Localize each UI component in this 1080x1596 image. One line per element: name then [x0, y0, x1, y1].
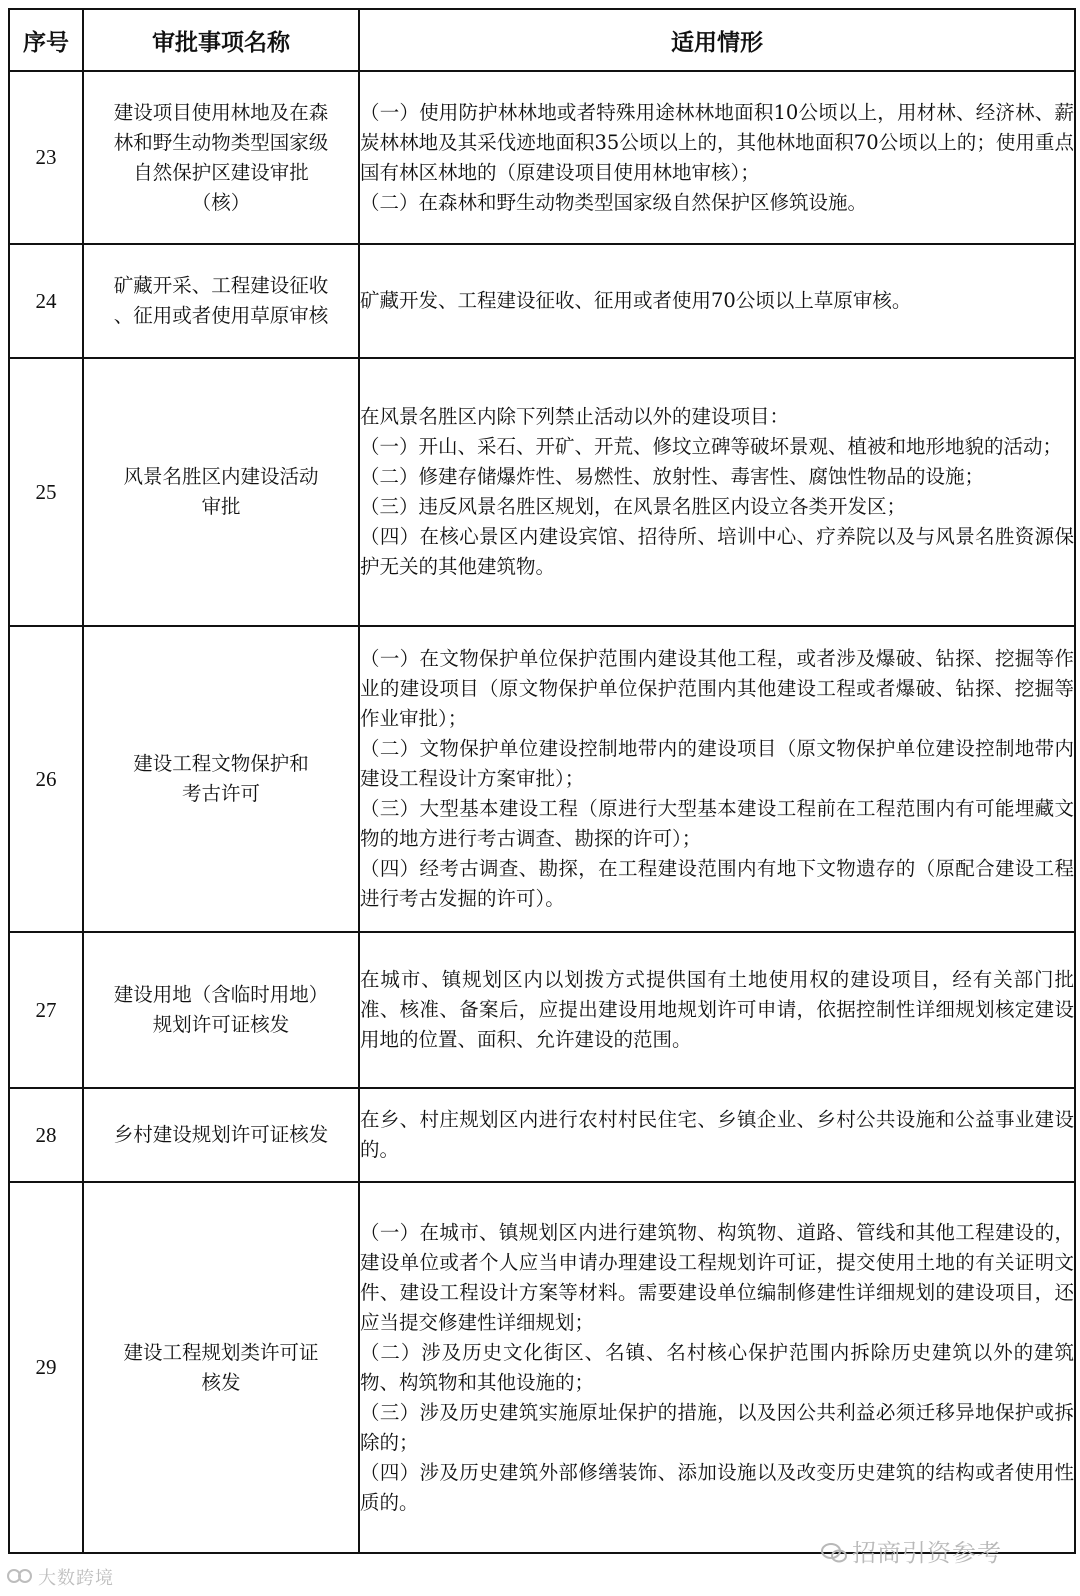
condition-item: （一）在文物保护单位保护范围内建设其他工程，或者涉及爆破、钻探、挖掘等作业的建设项目（原文物保护单位保护范围内其他建设工程或者爆破、钻探、挖掘等作业审批）；: [360, 647, 1074, 730]
row-number: 28: [9, 1088, 83, 1182]
item-name-line: 乡村建设规划许可证核发: [113, 1123, 329, 1146]
watermark-left-text: 大数跨境: [38, 1568, 114, 1589]
condition-item: （三）大型基本建设工程（原进行大型基本建设工程前在工程范围内有可能埋藏文物的地方进行考古调查、勘探的许可）；: [360, 797, 1074, 850]
item-name-line: （核）: [191, 190, 251, 214]
item-name-line: 规划许可证核发: [152, 1013, 290, 1036]
applicable-conditions: [359, 1182, 1075, 1553]
item-name-line: 风景名胜区内建设活动: [123, 465, 319, 488]
table-row: [9, 71, 1075, 244]
item-name-line: 自然保护区建设审批: [133, 160, 309, 184]
logo-icon: [6, 1565, 34, 1587]
condition-item: （二）文物保护单位建设控制地带内的建设项目（原文物保护单位建设控制地带内建设工程设计方案审批）；: [360, 737, 1074, 790]
header-num: 序号: [9, 9, 83, 71]
item-name: [83, 244, 359, 358]
condition-item: 矿藏开发、工程建设征收、征用或者使用70公顷以上草原审核。: [360, 289, 912, 312]
item-name: [83, 71, 359, 244]
condition-item: （二）在森林和野生动物类型国家级自然保护区修筑设施。: [360, 190, 868, 214]
condition-item: （一）在城市、镇规划区内进行建筑物、构筑物、道路、管线和其他工程建设的，建设单位或者个人应当申请办理建设工程规划许可证，提交使用土地的有关证明文件、建设工程设计方案等材料。需要建设单位编制修建性详细规划的建设项目，还应当提交修建性详细规划；: [360, 1220, 1074, 1334]
watermark-left: [6, 1564, 114, 1590]
row-number: 25: [9, 358, 83, 626]
table-row: [9, 1182, 1075, 1553]
applicable-conditions: [359, 244, 1075, 358]
item-name-line: 、征用或者使用草原审核: [113, 304, 329, 327]
applicable-conditions: [359, 71, 1075, 244]
item-name-line: 核发: [201, 1370, 241, 1394]
table-row: [9, 1088, 1075, 1182]
item-name-line: 建设工程规划类许可证: [123, 1340, 319, 1364]
condition-item: 在城市、镇规划区内以划拨方式提供国有土地使用权的建设项目，经有关部门批准、核准、备案后，应提出建设用地规划许可申请，依据控制性详细规划核定建设用地的位置、面积、允许建设的范围。: [360, 968, 1074, 1051]
header-row: [9, 9, 1075, 71]
item-name-line: 建设项目使用林地及在森: [113, 100, 329, 124]
item-name-line: 林和野生动物类型国家级: [113, 130, 329, 154]
table-row: [9, 626, 1075, 932]
applicable-conditions: [359, 932, 1075, 1088]
watermark-right-text: 招商引资参考: [852, 1539, 1002, 1567]
table-row: [9, 358, 1075, 626]
row-number: 27: [9, 932, 83, 1088]
item-name: [83, 1182, 359, 1553]
item-name: [83, 932, 359, 1088]
item-name-line: 建设工程文物保护和: [133, 752, 309, 775]
condition-item: 在风景名胜区内除下列禁止活动以外的建设项目：: [360, 405, 790, 428]
applicable-conditions: [359, 1088, 1075, 1182]
row-number: 23: [9, 71, 83, 244]
table-row: [9, 932, 1075, 1088]
item-name: [83, 1088, 359, 1182]
applicable-conditions: [359, 358, 1075, 626]
item-name: [83, 358, 359, 626]
row-number: 24: [9, 244, 83, 358]
table-row: [9, 244, 1075, 358]
item-name-line: 审批: [201, 495, 241, 518]
item-name: [83, 626, 359, 932]
condition-item: （四）在核心景区内建设宾馆、招待所、培训中心、疗养院以及与风景名胜资源保护无关的其他建筑物。: [360, 525, 1074, 578]
condition-item: （二）涉及历史文化街区、名镇、名村核心保护范围内拆除历史建筑以外的建筑物、构筑物和其他设施的；: [360, 1340, 1074, 1394]
condition-item: （一）开山、采石、开矿、开荒、修坟立碑等破坏景观、植被和地形地貌的活动；: [360, 435, 1063, 458]
applicable-conditions: [359, 626, 1075, 932]
header-cond: 适用情形: [359, 9, 1075, 71]
condition-item: （四）经考古调查、勘探，在工程建设范围内有地下文物遗存的（原配合建设工程进行考古发掘的许可）。: [360, 857, 1074, 910]
item-name-line: 建设用地（含临时用地）: [113, 983, 329, 1006]
condition-item: （一）使用防护林林地或者特殊用途林林地面积10公顷以上，用材林、经济林、薪炭林林地及其采伐迹地面积35公顷以上的，其他林地面积70公顷以上的；使用重点国有林区林地的（原建设项目使用林地审核）；: [360, 100, 1074, 184]
condition-item: （二）修建存储爆炸性、易燃性、放射性、毒害性、腐蚀性物品的设施；: [360, 465, 985, 488]
condition-item: 在乡、村庄规划区内进行农村村民住宅、乡镇企业、乡村公共设施和公益事业建设的。: [360, 1108, 1074, 1161]
row-number: 29: [9, 1182, 83, 1553]
header-name: 审批事项名称: [83, 9, 359, 71]
row-number: 26: [9, 626, 83, 932]
approval-table: [8, 8, 1076, 1554]
condition-item: （三）涉及历史建筑实施原址保护的措施，以及因公共利益必须迁移异地保护或拆除的；: [360, 1400, 1074, 1454]
wechat-icon: [820, 1542, 848, 1564]
item-name-line: 矿藏开采、工程建设征收: [113, 274, 329, 297]
watermark-right: [820, 1533, 1002, 1568]
condition-item: （三）违反风景名胜区规划，在风景名胜区内设立各类开发区；: [360, 495, 907, 518]
condition-item: （四）涉及历史建筑外部修缮装饰、添加设施以及改变历史建筑的结构或者使用性质的。: [360, 1460, 1074, 1514]
item-name-line: 考古许可: [181, 782, 260, 805]
